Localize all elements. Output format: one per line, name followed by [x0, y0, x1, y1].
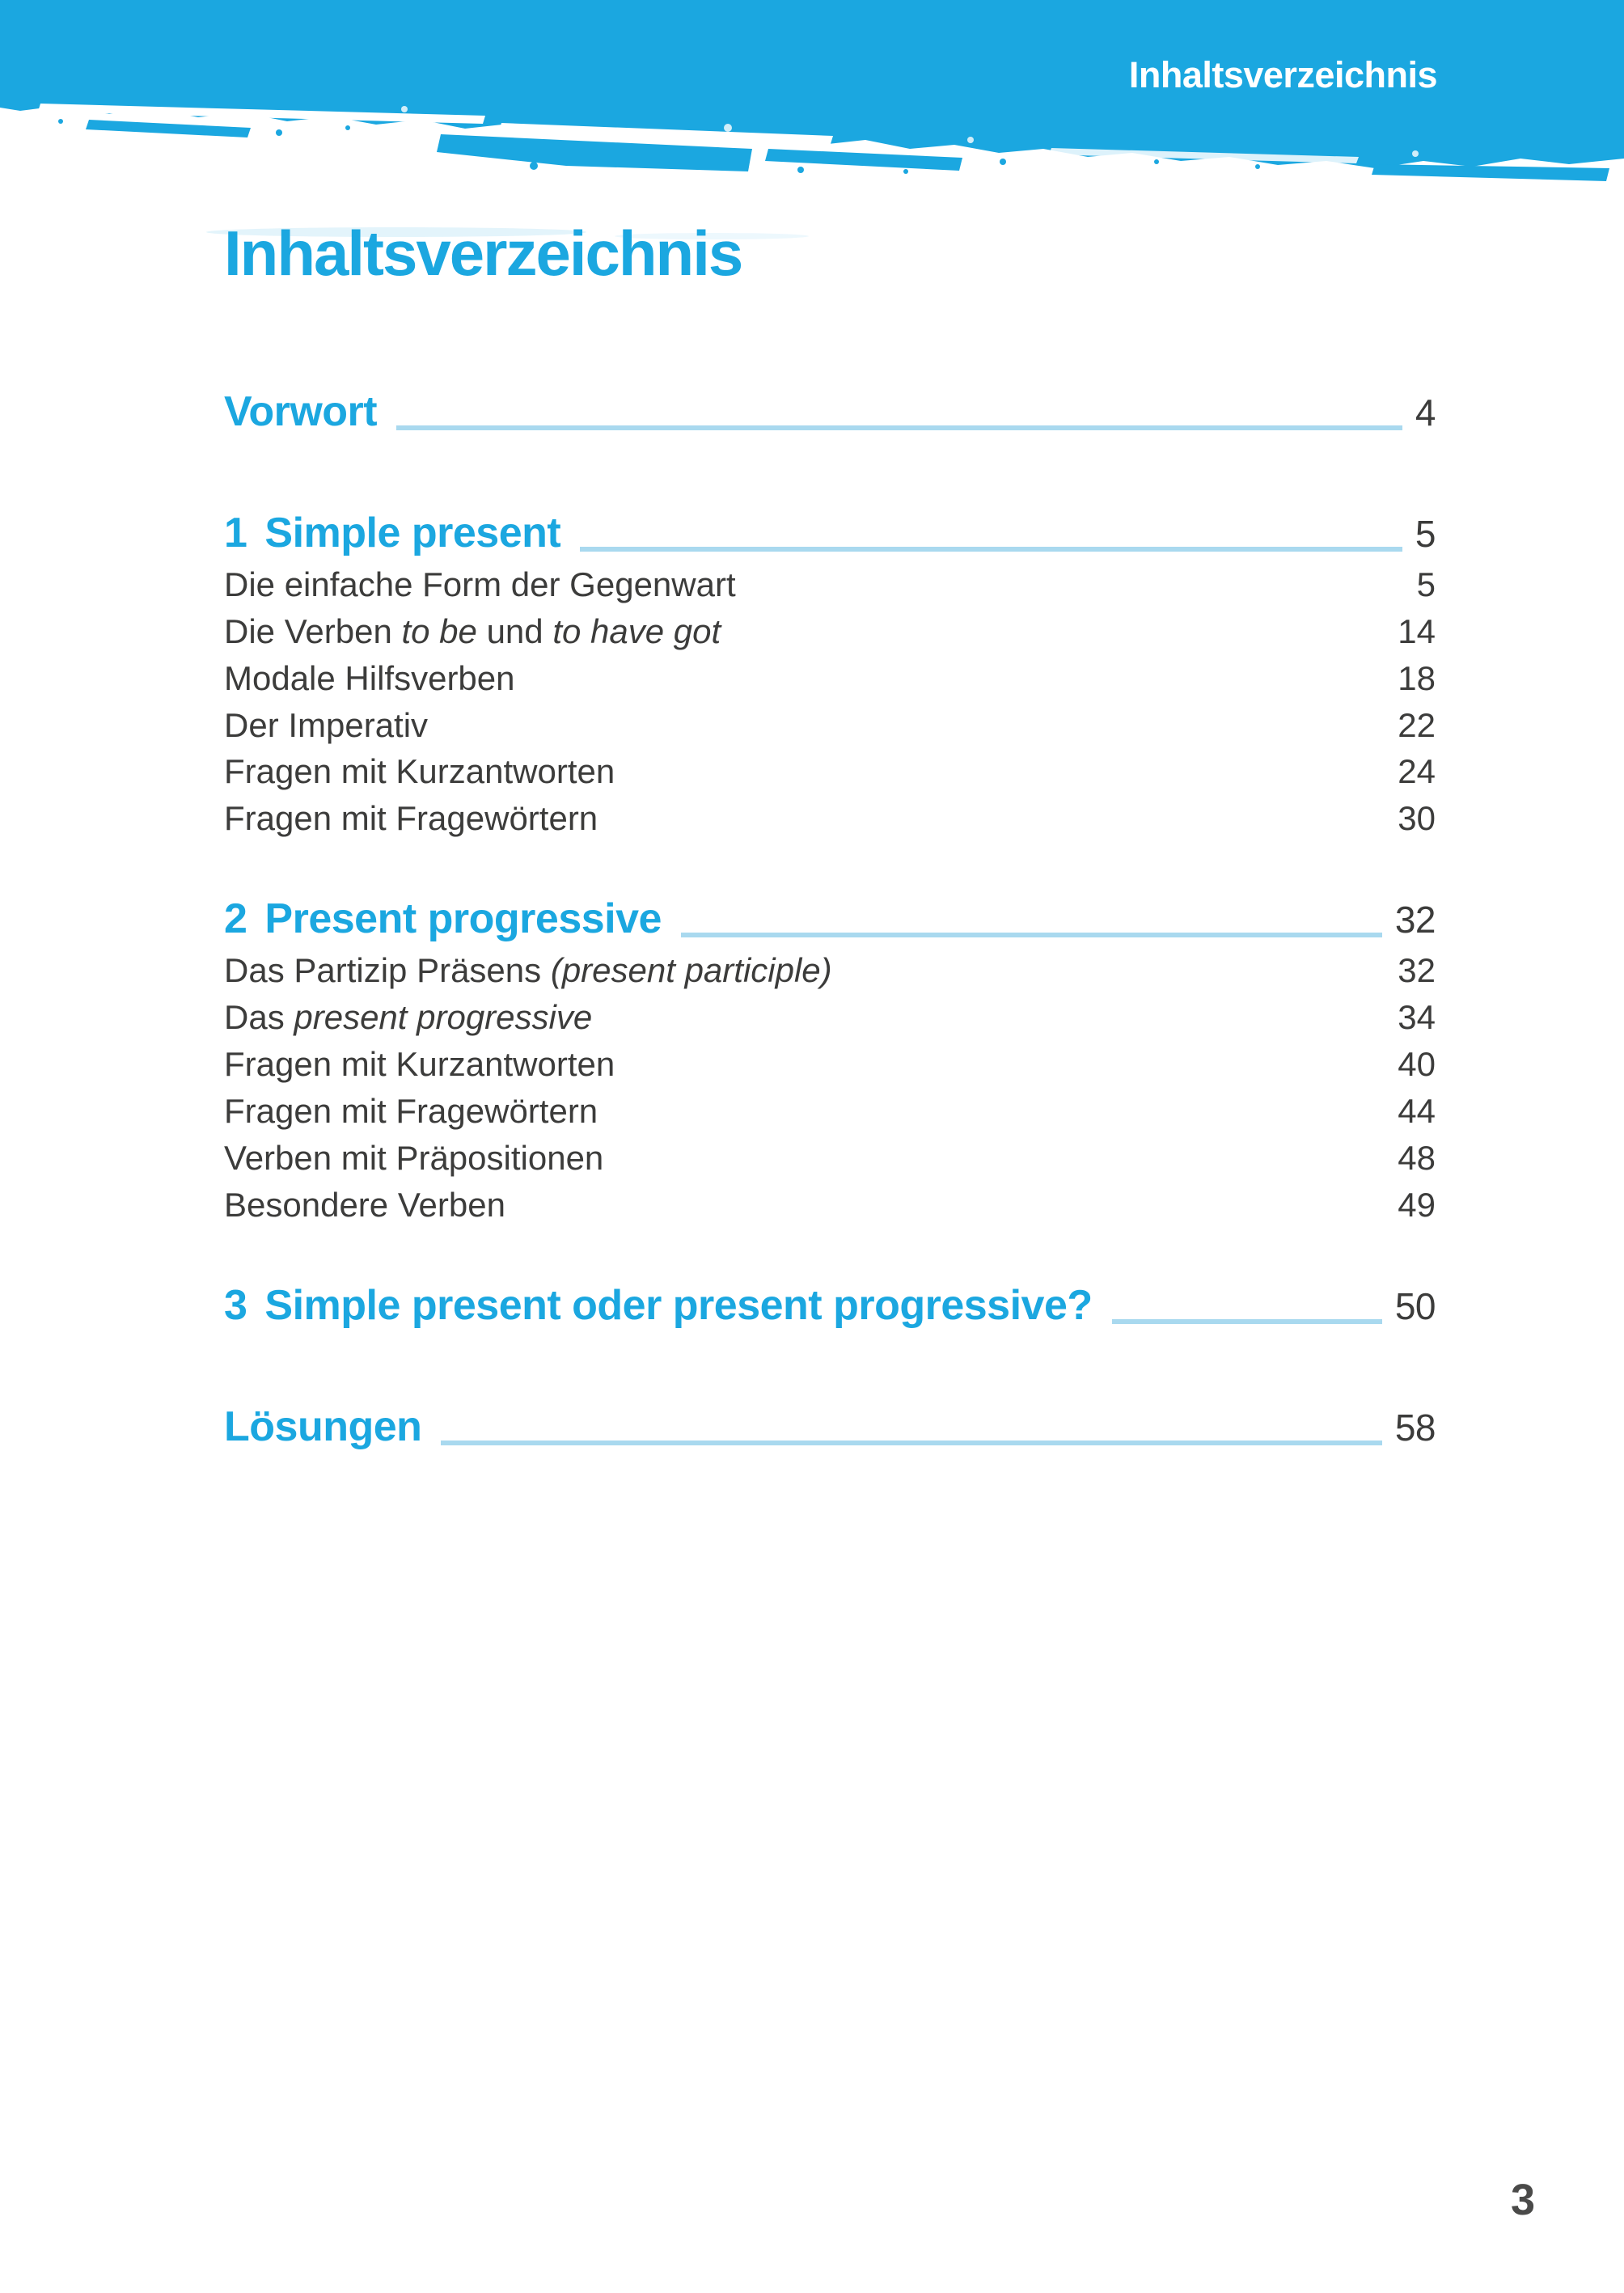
toc-page-number: 30: [1398, 799, 1436, 838]
toc-entry: [224, 705, 1436, 746]
toc-label-part: Simple present oder present progressive?: [264, 1282, 1093, 1330]
toc-heading-label: [224, 388, 377, 437]
toc-page-number: 34: [1398, 998, 1436, 1037]
toc-page-number: 32: [1394, 899, 1436, 941]
page-title: Inhaltsverzeichnis: [224, 218, 742, 289]
toc-page-number: 50: [1394, 1285, 1436, 1328]
toc-entry-label: [224, 1138, 603, 1178]
toc-entry: [224, 1185, 1436, 1225]
toc-entry: [224, 1091, 1436, 1132]
toc-page-number: 49: [1398, 1186, 1436, 1225]
toc-page-number: 14: [1398, 611, 1436, 650]
toc-entry: [224, 611, 1436, 652]
header-running-title: Inhaltsverzeichnis: [1128, 54, 1437, 95]
leader-line: [1112, 1319, 1382, 1324]
toc-page-number: 24: [1398, 752, 1436, 791]
toc-page-number: 4: [1415, 391, 1436, 434]
toc-entry-label: [224, 1044, 615, 1085]
toc-entry-label: [224, 1185, 505, 1225]
toc-entry: [224, 997, 1436, 1038]
toc-label-part: Verben mit Präpositionen: [224, 1139, 604, 1178]
toc-page-number: 22: [1398, 705, 1436, 744]
toc-entry-label: [224, 611, 721, 652]
toc-label-part: Die Verben: [224, 611, 402, 650]
toc-label-part: Der Imperativ: [224, 705, 429, 744]
toc-entry: [224, 950, 1436, 991]
toc-label-part: und: [476, 611, 553, 650]
toc-label-part: Besondere Verben: [224, 1186, 505, 1225]
toc-heading-label: [264, 1282, 1092, 1331]
toc-page-number: 5: [1415, 512, 1436, 555]
toc-page-number: 32: [1398, 951, 1436, 990]
toc-heading-label: [264, 895, 662, 944]
toc-entry: [224, 1044, 1436, 1085]
toc-label-part: Fragen mit Kurzantworten: [224, 752, 615, 791]
table-of-contents: [224, 388, 1436, 1452]
toc-heading: [224, 388, 1436, 437]
toc-entry-label: [224, 950, 832, 991]
toc-label-part: (present participle): [550, 951, 832, 990]
toc-subentries: [224, 950, 1436, 1225]
toc-page-number: 18: [1398, 658, 1436, 697]
leader-line: [681, 933, 1382, 937]
toc-entry: [224, 798, 1436, 839]
toc-label-part: Modale Hilfsverben: [224, 658, 515, 697]
toc-label-part: Lösungen: [224, 1402, 422, 1450]
toc-chapter-heading: [224, 895, 1436, 944]
toc-chapter-heading: [224, 510, 1436, 558]
toc-label-part: present progressive: [294, 998, 593, 1037]
toc-heading-label: [224, 1403, 421, 1452]
chapter-number: 1: [224, 509, 247, 556]
chapter-number: 2: [224, 895, 247, 943]
toc-page-number: 48: [1398, 1139, 1436, 1178]
toc-entry-label: [224, 658, 515, 699]
toc-label-part: Fragen mit Fragewörtern: [224, 1092, 598, 1131]
toc-label-part: Simple present: [264, 509, 561, 556]
toc-entry-label: [224, 751, 615, 792]
toc-page-number: 5: [1416, 565, 1436, 603]
toc-page-number: 44: [1398, 1092, 1436, 1131]
toc-subentries: [224, 565, 1436, 840]
toc-entry: [224, 751, 1436, 792]
toc-label-part: to have got: [552, 611, 721, 650]
toc-label-part: Das Partizip Präsens: [224, 951, 551, 990]
toc-entry-label: [224, 705, 428, 746]
toc-page-number: 58: [1394, 1406, 1436, 1449]
toc-page-number: 40: [1398, 1045, 1436, 1084]
toc-label-part: to be: [401, 611, 477, 650]
toc-entry-label: [224, 1091, 598, 1132]
toc-entry: [224, 658, 1436, 699]
content-column: [224, 0, 1436, 1452]
chapter-number: 3: [224, 1282, 247, 1330]
leader-line: [441, 1441, 1381, 1445]
leader-line: [396, 425, 1402, 430]
toc-entry-label: [224, 997, 592, 1038]
toc-label-part: Die einfache Form der Gegenwart: [224, 565, 736, 603]
toc-entry: [224, 1138, 1436, 1178]
toc-heading-label: [264, 510, 560, 558]
toc-label-part: Vorwort: [224, 388, 378, 435]
toc-chapter-heading: [224, 1282, 1436, 1331]
toc-label-part: Fragen mit Kurzantworten: [224, 1045, 615, 1084]
toc-entry-label: [224, 798, 598, 839]
page-number: 3: [1510, 2176, 1535, 2224]
toc-heading: [224, 1403, 1436, 1452]
toc-label-part: Present progressive: [264, 895, 662, 943]
toc-entry-label: [224, 565, 736, 605]
toc-entry: [224, 565, 1436, 605]
toc-label-part: Das: [224, 998, 294, 1037]
toc-label-part: Fragen mit Fragewörtern: [224, 799, 598, 838]
leader-line: [580, 547, 1402, 552]
